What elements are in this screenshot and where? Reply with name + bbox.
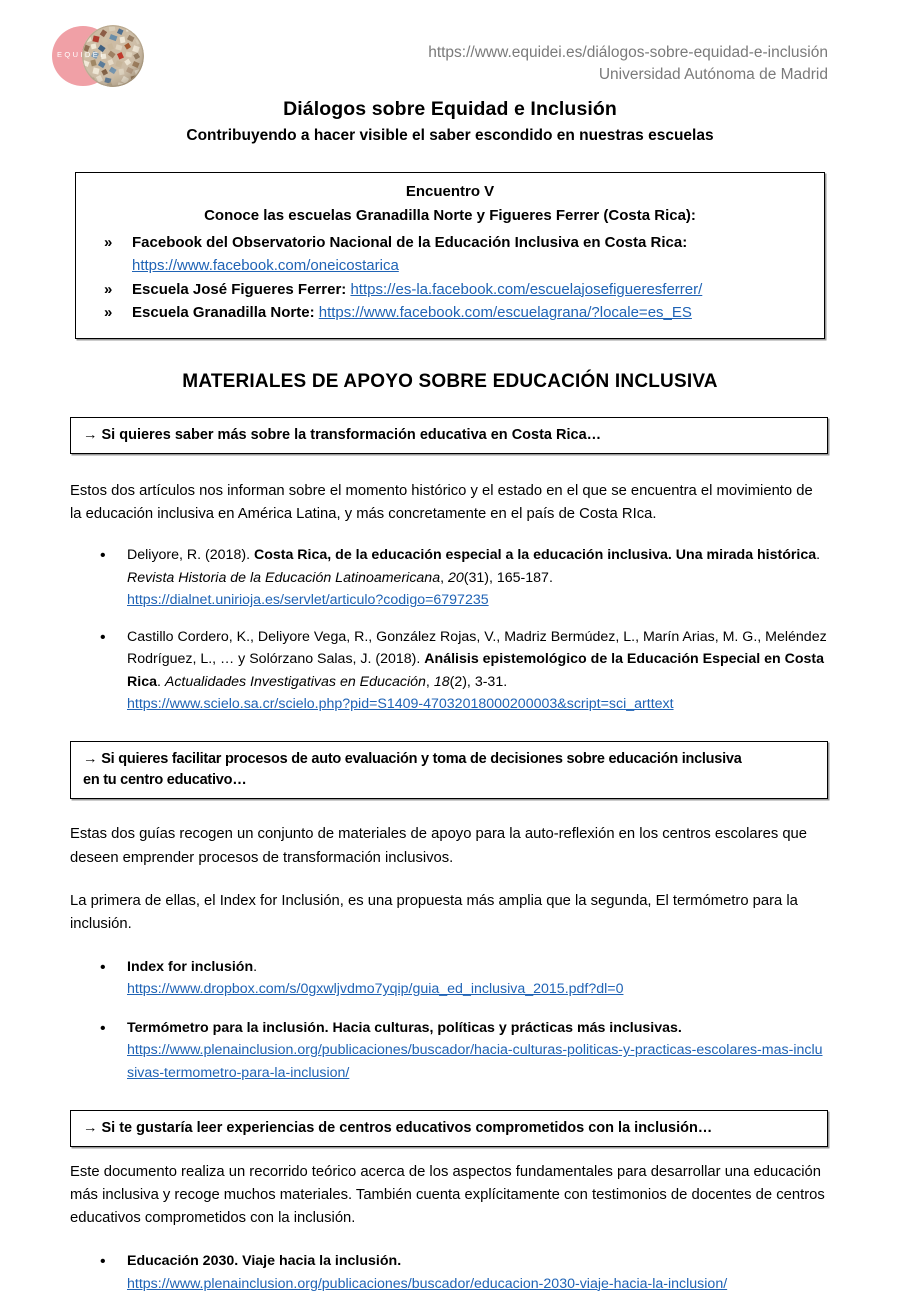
ref-volume: 20 bbox=[447, 569, 464, 586]
escuela-figueres-ferrer-link[interactable]: https://es-la.facebook.com/escuelajosefigueresferrer/ bbox=[350, 280, 703, 298]
facebook-oneicostarica-link[interactable]: https://www.facebook.com/oneicostarica bbox=[132, 256, 399, 274]
section-bar-label: Si te gustaría leer experiencias de centros educativos comprometidos con la inclusión… bbox=[101, 1119, 713, 1136]
bullet-dot-icon: • bbox=[100, 958, 106, 976]
guillemet-bullet-icon: » bbox=[104, 280, 113, 298]
dropbox-index-inclusion-link[interactable]: https://www.dropbox.com/s/0gxwljvdmo7yqip/guia_ed_inclusiva_2015.pdf?dl=0 bbox=[127, 981, 624, 998]
ref-authors: Castillo Cordero, K., Deliyore Vega, R., González Rojas, V., Madriz Bermúdez, L., Marín Arias, M. G., Meléndez Rodríguez, L., … y Solórzano Salas, J. (2018). bbox=[127, 628, 827, 668]
list-spacer bbox=[100, 612, 828, 626]
list-item bbox=[100, 1250, 828, 1295]
ref-source: Revista Historia de la Educación Latinoamericana bbox=[127, 569, 441, 586]
section-2-reference-list bbox=[70, 956, 828, 1084]
section-bar-costa-rica bbox=[70, 417, 828, 454]
plenainclusion-educacion2030-link[interactable]: https://www.plenainclusion.org/publicaciones/buscador/educacion-2030-viaje-hacia-la-inclusion/ bbox=[127, 1275, 728, 1292]
section-bar-label-line2: en tu centro educativo… bbox=[83, 772, 247, 789]
section-3-reference-list bbox=[70, 1250, 828, 1295]
ref-volume-tail: (2), 3-31. bbox=[449, 673, 508, 690]
list-item bbox=[100, 956, 828, 1001]
ref-volume: 18 bbox=[433, 673, 450, 690]
site-url: https://www.equidei.es/diálogos-sobre-equidad-e-inclusión bbox=[428, 44, 828, 61]
list-spacer bbox=[100, 1001, 828, 1017]
document-header bbox=[0, 0, 900, 92]
ref-volume-tail: (31), 165-187. bbox=[463, 569, 553, 586]
ref-title-tail: . bbox=[156, 673, 165, 690]
header-meta bbox=[428, 42, 828, 86]
section-bar-label: Si quieres saber más sobre la transformación educativa en Costa Rica… bbox=[101, 427, 602, 444]
ref-title: Costa Rica, de la educación especial a la educación inclusiva. Una mirada histórica bbox=[253, 547, 817, 564]
encounter-item-label: Escuela José Figueres Ferrer bbox=[132, 280, 342, 298]
list-item bbox=[90, 232, 810, 278]
section-2-intro-2: La primera de ellas, el Index for Inclusión, es una propuesta más amplia que la segunda, El termómetro para la inclusión. bbox=[70, 892, 798, 932]
escuela-granadilla-norte-link[interactable]: https://www.facebook.com/escuelagrana/?locale=es_ES bbox=[318, 304, 692, 322]
section-1-reference-list bbox=[70, 544, 828, 715]
main-heading: MATERIALES DE APOYO SOBRE EDUCACIÓN INCLUSIVA bbox=[182, 371, 718, 393]
scielo-article-link[interactable]: https://www.scielo.sa.cr/scielo.php?pid=S1409-47032018000200003&script=sci_arttext bbox=[127, 695, 674, 712]
section-bar-autoevaluacion bbox=[70, 741, 828, 799]
ref-title-tail: . bbox=[816, 547, 821, 564]
ref-source-sep: , bbox=[425, 673, 434, 690]
section-1-intro: Estos dos artículos nos informan sobre el momento histórico y el estado en el que se encuentra el movimiento de la educación inclusiva en América Latina, y más concretamente en el país de Costa RIca. bbox=[70, 483, 813, 523]
encounter-item-label: Escuela Granadilla Norte bbox=[132, 304, 310, 322]
ref-authors: Deliyore, R. (2018). bbox=[127, 547, 254, 564]
arrow-right-icon: → bbox=[83, 427, 98, 444]
plenainclusion-termometro-link[interactable]: https://www.plenainclusion.org/publicaciones/buscador/hacia-culturas-politicas-y-practicas-escolares-mas-inclusivas-termometro-para-la-inclusion/ bbox=[127, 1042, 823, 1081]
bullet-dot-icon: • bbox=[100, 1253, 106, 1271]
page-title: Diálogos sobre Equidad e Inclusión bbox=[283, 98, 617, 120]
arrow-right-icon: → bbox=[83, 751, 98, 768]
arrow-right-icon: → bbox=[83, 1119, 98, 1136]
section-2-intro: Estas dos guías recogen un conjunto de materiales de apoyo para la auto-reflexión en los centros escolares que deseen emprender procesos de transformación inclusivos. bbox=[70, 826, 808, 866]
guillemet-bullet-icon: » bbox=[104, 304, 113, 322]
list-item bbox=[100, 1017, 828, 1084]
ref-source-sep: , bbox=[440, 569, 448, 586]
section-3-intro: Este documento realiza un recorrido teórico acerca de los aspectos fundamentales para desarrollar una educación más inclusiva y recoge muchos materiales. También cuenta explícitamente con testimonios de docentes de centros educativos comprometidos con la inclusión. bbox=[70, 1163, 825, 1227]
section-bar-experiencias bbox=[70, 1110, 828, 1147]
encounter-link-list bbox=[90, 232, 810, 325]
university-name: Universidad Autónoma de Madrid bbox=[598, 66, 828, 83]
list-item bbox=[90, 279, 810, 302]
logo-wordmark: EQUIDEI bbox=[57, 50, 105, 59]
ref-title: Index for inclusión bbox=[127, 958, 254, 975]
ref-source: Actualidades Investigativas en Educación bbox=[164, 673, 426, 690]
encounter-title: Encuentro V bbox=[405, 183, 495, 200]
ref-title-tail: . bbox=[253, 958, 258, 975]
encounter-box bbox=[75, 172, 825, 339]
bullet-dot-icon: • bbox=[100, 628, 106, 646]
encounter-item-sep: : bbox=[341, 280, 351, 298]
bullet-dot-icon: • bbox=[100, 1019, 106, 1037]
equidei-logo bbox=[52, 25, 162, 87]
ref-title: Educación 2030. Viaje hacia la inclusión. bbox=[127, 1253, 402, 1270]
encounter-item-label: Facebook del Observatorio Nacional de la Educación Inclusiva en Costa Rica bbox=[132, 234, 683, 251]
guillemet-bullet-icon: » bbox=[104, 234, 113, 251]
page-subtitle: Contribuyendo a hacer visible el saber escondido en nuestras escuelas bbox=[186, 127, 714, 144]
list-item bbox=[90, 302, 810, 325]
ref-title: Termómetro para la inclusión. Hacia culturas, políticas y prácticas más inclusivas. bbox=[127, 1019, 682, 1036]
encounter-item-sep: : bbox=[682, 234, 688, 251]
list-item bbox=[100, 544, 828, 611]
encounter-item-sep: : bbox=[309, 304, 319, 322]
section-bar-label-line1: Si quieres facilitar procesos de auto evaluación y toma de decisiones sobre educación inclusiva bbox=[101, 751, 742, 768]
bullet-dot-icon: • bbox=[100, 547, 106, 565]
list-item bbox=[100, 626, 828, 716]
encounter-subtitle: Conoce las escuelas Granadilla Norte y Figueres Ferrer (Costa Rica): bbox=[204, 207, 696, 224]
ref-title: Análisis epistemológico de la Educación Especial en Costa Rica bbox=[127, 651, 825, 690]
dialnet-article-link[interactable]: https://dialnet.unirioja.es/servlet/articulo?codigo=6797235 bbox=[127, 592, 489, 609]
